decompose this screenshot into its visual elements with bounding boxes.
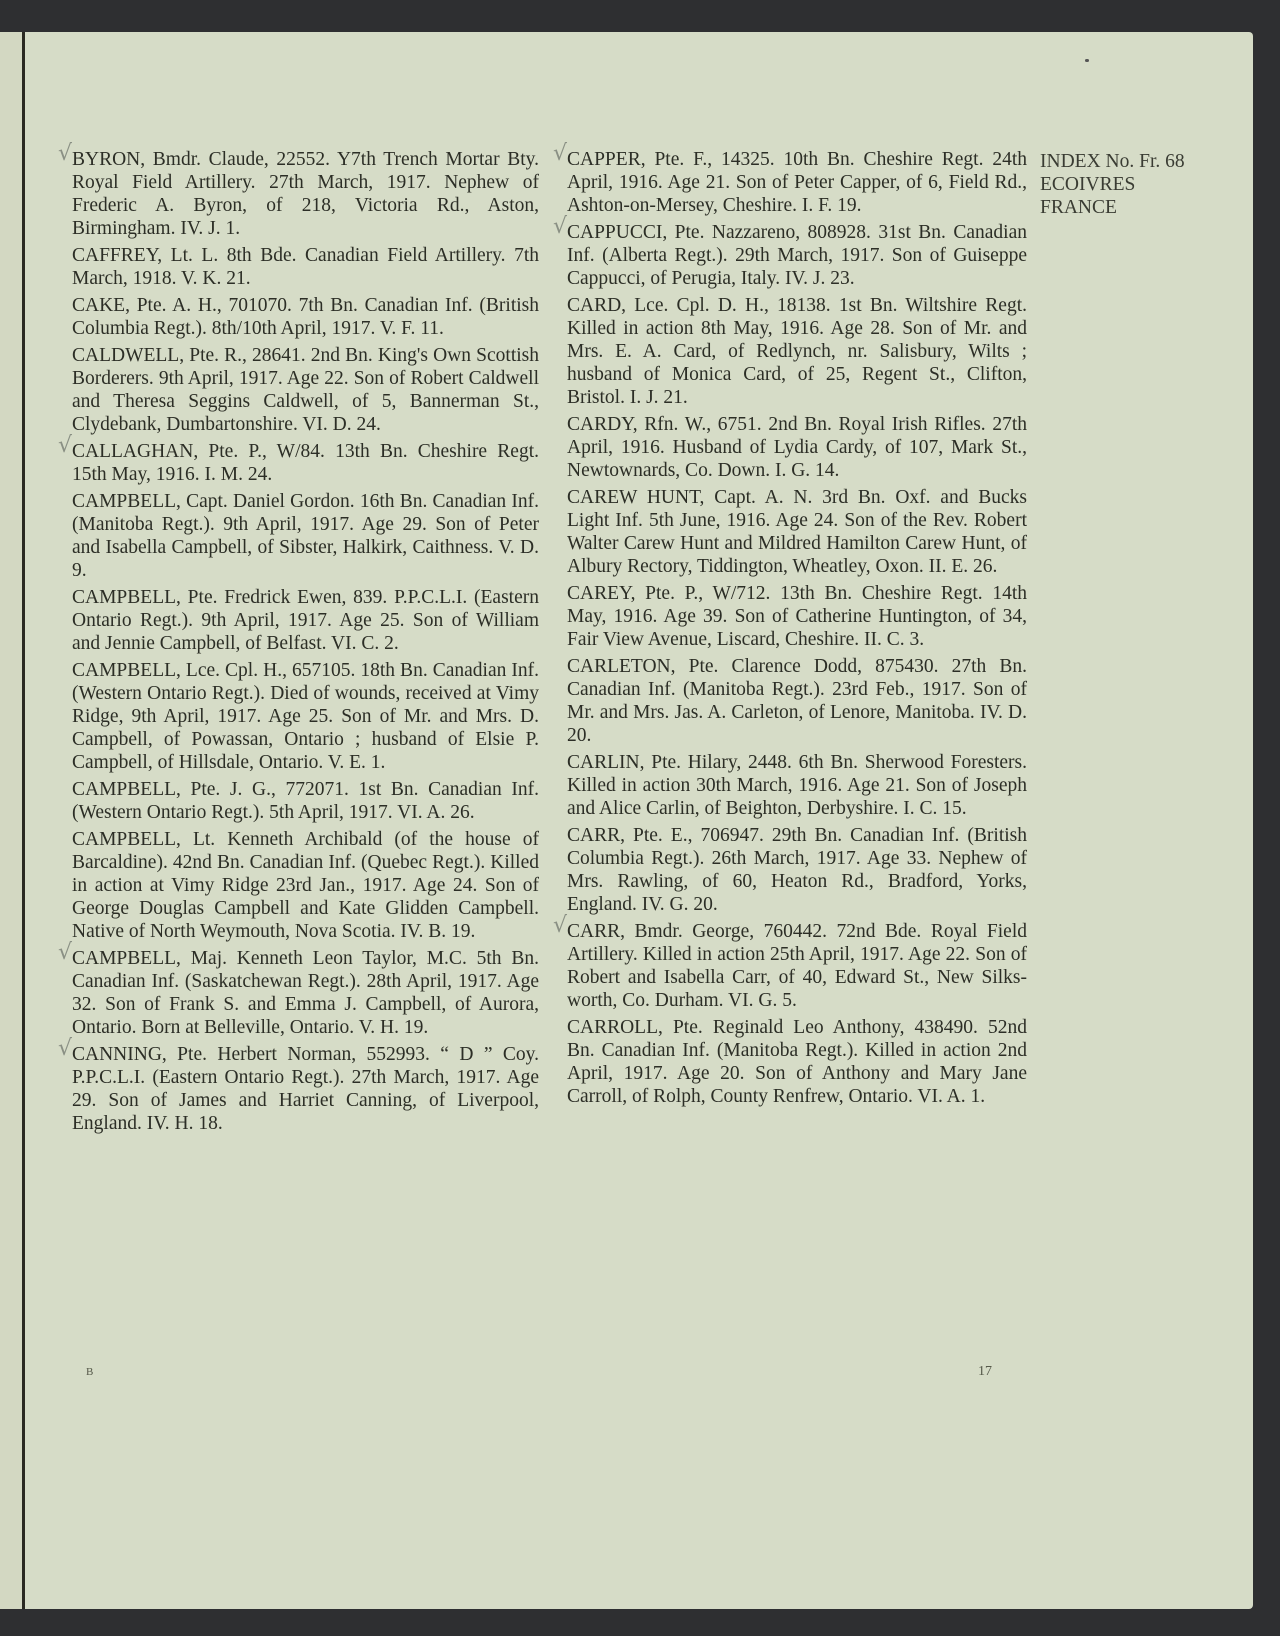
entry-text: BYRON, Bmdr. Claude, 22552. Y7th Trench Mortar Bty. Royal Field Artillery. 27th March, 1917. Nephew of Frederic A. Byron, of 218, Victoria Rd., Aston, Birmingham. IV. J. 1. xyxy=(72,149,539,239)
entry-text: CARR, Bmdr. George, 760442. 72nd Bde. Royal Field Artillery. Killed in action 25th April, 1917. Age 22. Son of Robert and Isabella Carr, of 40, Edward St., New Silks-worth, Co. Durham. VI. G. 5. xyxy=(567,921,1027,1011)
register-entry xyxy=(72,244,539,290)
index-number: INDEX No. Fr. 68 xyxy=(1040,151,1185,172)
entry-text: CAREY, Pte. P., W/712. 13th Bn. Cheshire Regt. 14th May, 1916. Age 39. Son of Catherine Huntington, of 34, Fair View Avenue, Liscard, Cheshire. II. C. 3. xyxy=(567,583,1027,650)
register-entry xyxy=(567,294,1027,409)
entry-text: CAMPBELL, Pte. Fredrick Ewen, 839. P.P.C.L.I. (Eastern Ontario Regt.). 9th April, 1917. Age 25. Son of William and Jennie Campbell, of Belfast. VI. C. 2. xyxy=(72,587,539,654)
register-entry xyxy=(567,655,1027,747)
check-mark-icon: √ xyxy=(58,433,73,458)
entry-text: CARLETON, Pte. Clarence Dodd, 875430. 27th Bn. Canadian Inf. (Manitoba Regt.). 23rd Feb., 1917. Son of Mr. and Mrs. Jas. A. Carleton, of Lenore, Manitoba. IV. D. 20. xyxy=(567,656,1027,746)
register-entry xyxy=(58,940,539,1039)
check-mark-icon: √ xyxy=(553,913,568,938)
register-entry xyxy=(72,659,539,774)
check-mark-icon: √ xyxy=(553,141,568,166)
register-entry xyxy=(72,828,539,943)
entry-text: CAPPUCCI, Pte. Nazzareno, 808928. 31st Bn. Canadian Inf. (Alberta Regt.). 29th March, 1917. Son of Guiseppe Cappucci, of Perugia, Italy. IV. J. 23. xyxy=(567,222,1027,289)
entry-text: CARROLL, Pte. Reginald Leo Anthony, 438490. 52nd Bn. Canadian Inf. (Manitoba Regt.). Killed in action 2nd April, 1917. Age 20. Son of Anthony and Mary Jane Carroll, of Rolph, County Renfrew, Ontario. VI. A. 1. xyxy=(567,1017,1027,1107)
register-entry xyxy=(567,824,1027,916)
register-entry xyxy=(553,913,1027,1012)
entry-text: CALDWELL, Pte. R., 28641. 2nd Bn. King's Own Scottish Borderers. 9th April, 1917. Age 22. Son of Robert Caldwell and Theresa Seggins Caldwell, of 5, Bannerman St., Clydebank, Dumbartonshire. VI. D. 24. xyxy=(72,345,539,435)
entry-text: CAMPBELL, Lce. Cpl. H., 657105. 18th Bn. Canadian Inf. (Western Ontario Regt.). Died of wounds, received at Vimy Ridge, 9th April, 1917. Age 25. Son of Mr. and Mrs. D. Campbell, of Powassan, Ontario ; husband of Elsie P. Campbell, of Hillsdale, Ontario. V. E. 1. xyxy=(72,660,539,773)
binding-line xyxy=(22,32,25,1609)
entry-text: CAMPBELL, Lt. Kenneth Archibald (of the house of Barcaldine). 42nd Bn. Canadian Inf. (Quebec Regt.). Killed in action at Vimy Ridge 23rd Jan., 1917. Age 24. Son of George Douglas Campbell and Kate Glidden Campbell. Native of North Weymouth, Nova Scotia. IV. B. 19. xyxy=(72,829,539,942)
entry-text: CALLAGHAN, Pte. P., W/84. 13th Bn. Cheshire Regt. 15th May, 1916. I. M. 24. xyxy=(72,441,539,485)
entry-text: CARR, Pte. E., 706947. 29th Bn. Canadian Inf. (British Columbia Regt.). 26th March, 1917. Age 33. Nephew of Mrs. Rawling, of 60, Heaton Rd., Bradford, Yorks, England. IV. G. 20. xyxy=(567,825,1027,915)
entry-text: CARD, Lce. Cpl. D. H., 18138. 1st Bn. Wiltshire Regt. Killed in action 8th May, 1916. Age 28. Son of Mr. and Mrs. E. A. Card, of Redlynch, nr. Salisbury, Wilts ; husband of Monica Card, of 25, Regent St., Clifton, Bristol. I. J. 21. xyxy=(567,295,1027,408)
signature-mark: B xyxy=(86,1366,94,1378)
register-entry xyxy=(567,486,1027,578)
cemetery-country: FRANCE xyxy=(1040,197,1117,218)
register-entry xyxy=(72,294,539,340)
register-entry xyxy=(58,1036,539,1135)
entry-text: CAPPER, Pte. F., 14325. 10th Bn. Cheshire Regt. 24th April, 1916. Age 21. Son of Peter Capper, of 6, Field Rd., Ashton-on-Mersey, Cheshire. I. F. 19. xyxy=(567,149,1027,216)
check-mark-icon: √ xyxy=(58,141,73,166)
entry-text: CAMPBELL, Capt. Daniel Gordon. 16th Bn. Canadian Inf. (Manitoba Regt.). 9th April, 1917. Age 29. Son of Peter and Isabella Campbell, of Sibster, Halkirk, Caithness. V. D. 9. xyxy=(72,491,539,581)
facing-page-edge xyxy=(0,32,22,1609)
entry-text: CANNING, Pte. Herbert Norman, 552993. “ D ” Coy. P.P.C.L.I. (Eastern Ontario Regt.). 27th March, 1917. Age 29. Son of James and Harriet Canning, of Liverpool, England. IV. H. 18. xyxy=(72,1044,539,1134)
check-mark-icon: √ xyxy=(58,940,73,965)
entry-text: CAFFREY, Lt. L. 8th Bde. Canadian Field Artillery. 7th March, 1918. V. K. 21. xyxy=(72,245,539,289)
register-entry xyxy=(553,214,1027,290)
register-entry xyxy=(72,778,539,824)
entry-text: CAREW HUNT, Capt. A. N. 3rd Bn. Oxf. and Bucks Light Inf. 5th June, 1916. Age 24. Son of the Rev. Robert Walter Carew Hunt and Mildred Hamilton Carew Hunt, of Albury Rectory, Tiddington, Wheatley, Oxon. II. E. 26. xyxy=(567,487,1027,577)
cemetery-place: ECOIVRES xyxy=(1040,174,1136,195)
entry-text: CARLIN, Pte. Hilary, 2448. 6th Bn. Sherwood Foresters. Killed in action 30th March, 1916. Age 21. Son of Joseph and Alice Carlin, of Beighton, Derbyshire. I. C. 15. xyxy=(567,752,1027,819)
right-column xyxy=(553,141,1027,1112)
register-entry xyxy=(72,490,539,582)
register-entry xyxy=(567,413,1027,482)
register-entry xyxy=(553,141,1027,217)
register-entry xyxy=(567,1016,1027,1108)
left-column xyxy=(58,141,539,1139)
cemetery-header xyxy=(1040,150,1185,219)
register-entry xyxy=(72,586,539,655)
paper-speck xyxy=(1085,59,1089,62)
register-entry xyxy=(72,344,539,436)
entry-text: CAMPBELL, Pte. J. G., 772071. 1st Bn. Canadian Inf. (Western Ontario Regt.). 5th April, 1917. VI. A. 26. xyxy=(72,779,539,823)
entry-text: CAKE, Pte. A. H., 701070. 7th Bn. Canadian Inf. (British Columbia Regt.). 8th/10th April, 1917. V. F. 11. xyxy=(72,295,539,339)
check-mark-icon: √ xyxy=(58,1036,73,1061)
entry-text: CARDY, Rfn. W., 6751. 2nd Bn. Royal Irish Rifles. 27th April, 1916. Husband of Lydia Cardy, of 107, Mark St., Newtownards, Co. Down. I. G. 14. xyxy=(567,414,1027,481)
register-entry xyxy=(58,141,539,240)
check-mark-icon: √ xyxy=(553,214,568,239)
register-entry xyxy=(567,751,1027,820)
register-entry xyxy=(58,433,539,486)
entry-text: CAMPBELL, Maj. Kenneth Leon Taylor, M.C. 5th Bn. Canadian Inf. (Saskatchewan Regt.). 28th April, 1917. Age 32. Son of Frank S. and Emma J. Campbell, of Aurora, Ontario. Born at Belleville, Ontario. V. H. 19. xyxy=(72,948,539,1038)
page-number: 17 xyxy=(978,1364,992,1379)
register-entry xyxy=(567,582,1027,651)
